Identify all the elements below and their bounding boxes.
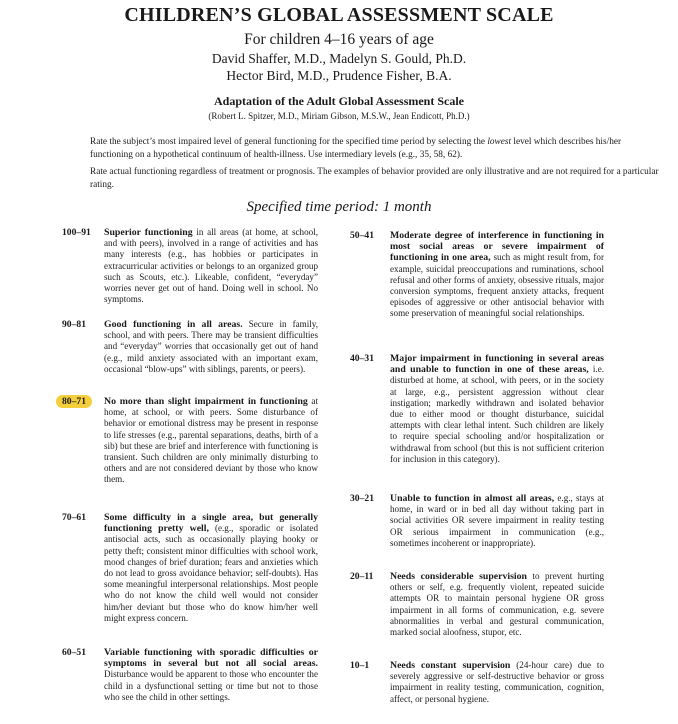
score-range: 10–1 <box>350 660 370 671</box>
entry-text: at home, at school, or with peers. Some disturbance of behavior or emotional distress may be present in response to life stresses (e.g., parental separations, deaths, birth of a sib) but these are brief and interference with functioning is transient. Such children are only minimally disturbing to others and are not considered deviant by those who know them. <box>104 396 318 485</box>
entry-description <box>104 647 318 703</box>
score-range: 20–11 <box>350 571 374 582</box>
range-highlight: 80–71 <box>56 395 92 408</box>
score-range: 50–41 <box>350 230 374 241</box>
score-range: 90–81 <box>62 319 86 330</box>
entry-heading: Needs constant supervision <box>390 660 511 671</box>
entry-heading: No more than slight impairment in functioning <box>104 396 308 407</box>
authors-line-2: Hector Bird, M.D., Prudence Fisher, B.A. <box>226 68 452 83</box>
entry-heading: Some difficulty in a single area, but generally functioning pretty well, <box>104 512 318 535</box>
entry-heading: Good functioning in all areas. <box>104 319 243 330</box>
score-range: 70–61 <box>62 512 86 523</box>
document-title: CHILDREN’S GLOBAL ASSESSMENT SCALE <box>124 4 554 26</box>
entry-heading: Moderate degree of interference in functioning in most social areas or severe impairment of functioning in one area, <box>390 230 604 264</box>
entry-description <box>390 353 604 465</box>
entry-heading: Unable to function in almost all areas, <box>390 493 555 504</box>
entry-description <box>390 493 604 549</box>
entry-description <box>104 396 318 486</box>
entry-text: Disturbance would be apparent to those who encounter the child in a dysfunctional setting or time but not to those who see the child in other settings. <box>104 669 318 702</box>
entry-description <box>104 319 318 375</box>
entry-heading: Superior functioning <box>104 227 193 238</box>
entry-text: i.e. disturbed at home, at school, with peers, or in the society at large, e.g., persistent aggression without clear instigation; markedly withdrawn and isolated behavior due to either mood or thought disturbance, suicidal attempts with clear lethal intent. Such children are likely to require special schooling and/or hospitalization or withdrawal from school (but this is not sufficient criterion for inclusion in this category). <box>390 364 604 464</box>
entry-text: such as might result from, for example, suicidal preoccupations and ruminations, school refusal and other forms of anxiety, obsessive rituals, major conversion symptoms, frequent anxiety attacks, frequent episodes of aggressive or other antisocial behavior with some preservation of meaningful social relationships. <box>390 252 604 319</box>
instructions-paragraph-2: Rate actual functioning regardless of treatment or prognosis. The examples of behavior provided are only illustrative and are not required for a particular rating. <box>90 167 659 190</box>
entry-text: (e.g., sporadic or isolated antisocial acts, such as occasionally playing hooky or petty theft; consistent minor difficulties with school work, mood changes of brief duration; fears and anxieties which do not lead to gross avoidance behavior; self-doubts). Has some meaningful interpersonal relationships. Most people who do not know the child well would not consider him/her deviant but those who do know him/her well might express concern. <box>104 523 318 623</box>
entry-text: e.g., stays at home, in ward or in bed all day without taking part in social activities OR severe impairment in reality testing OR serious impairment in communication (e.g., sometimes incoherent or inappropriate). <box>390 493 604 548</box>
entry-heading: Major impairment in functioning in several areas and unable to function in one of these areas, <box>390 353 604 376</box>
score-range: 30–21 <box>350 493 374 504</box>
score-range: 100–91 <box>62 227 91 238</box>
authors-line-1: David Shaffer, M.D., Madelyn S. Gould, Ph.D. <box>211 51 467 66</box>
entry-description <box>390 660 604 705</box>
instructions-text-before: Rate the subject’s most impaired level of general functioning for the specified time period by selecting the <box>90 137 488 147</box>
entry-text: (24-hour care) due to severely aggressive or self-destructive behavior or gross impairment in reality testing, communication, cognition, affect, or personal hygiene. <box>390 660 604 704</box>
score-range: 40–31 <box>350 353 374 364</box>
time-period-heading: Specified time period: 1 month <box>246 199 432 215</box>
instructions-text-after: level which describes his/her functioning on a hypothetical continuum of health-illness. Use intermediary levels (e.g., 35, 58, 62). <box>90 137 622 160</box>
score-range: 60–51 <box>62 647 86 658</box>
score-range-highlighted <box>62 396 92 407</box>
entry-text: Secure in family, school, and with peers. There may be transient difficulties and “everyday” worries that occasionally get out of hand (e.g., mild anxiety associated with an important exam, occasional “blow-ups” with siblings, parents, or peers). <box>104 319 318 374</box>
entry-description <box>390 571 604 638</box>
entry-description <box>104 227 318 305</box>
age-range-subtitle: For children 4–16 years of age <box>244 31 434 48</box>
entry-text: to prevent hurting others or self, e.g. frequently violent, repeated suicide attempts OR to maintain personal hygiene OR gross impairment in all forms of communication, e.g. severe abnormalities in verbal and gestural communication, marked social aloofness, stupor, etc. <box>390 571 604 638</box>
entry-description <box>390 230 604 320</box>
instructions-paragraph-1 <box>90 136 662 161</box>
adaptation-credit: (Robert L. Spitzer, M.D., Miriam Gibson, M.S.W., Jean Endicott, Ph.D.) <box>208 111 470 121</box>
entry-text: in all areas (at home, at school, and with peers), involved in a range of activities and has many interests (e.g., has hobbies or participates in extracurricular activities or belongs to an organized group such as Scouts, etc.). Likeable, confident, “everyday” worries never get out of hand. Doing well in school. No symptoms. <box>104 227 318 305</box>
entry-heading: Variable functioning with sporadic difficulties or symptoms in several but not all social areas. <box>104 647 318 670</box>
adaptation-heading: Adaptation of the Adult Global Assessment Scale <box>213 94 465 108</box>
entry-description <box>104 512 318 624</box>
instructions-emphasis: lowest <box>487 137 512 147</box>
entry-heading: Needs considerable supervision <box>390 571 528 582</box>
